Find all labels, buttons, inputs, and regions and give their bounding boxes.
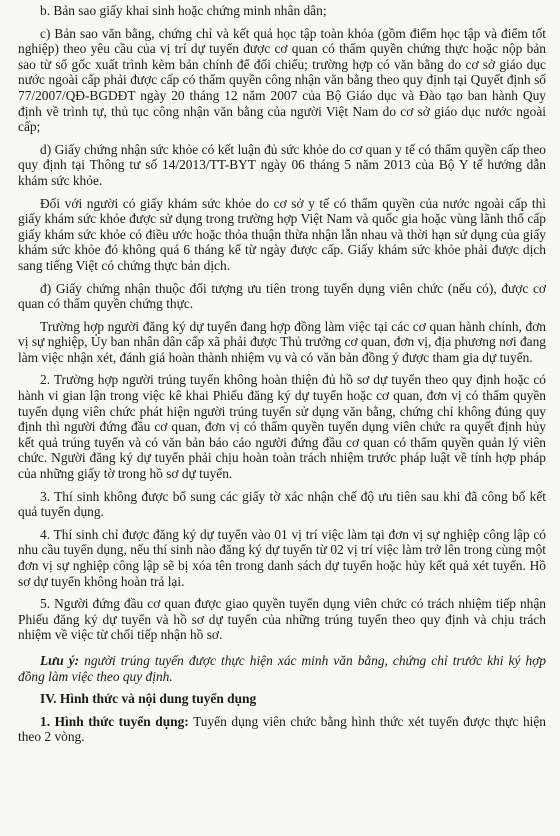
paragraph-contract-workers: Trường hợp người đăng ký dự tuyển đang hợp đồng làm việc tại các cơ quan hành chính, đơn vị sự nghiệp, Ủy ban nhân dân cấp xã phải được Thủ trưởng cơ quan, đơn vị, địa phương nơi đang làm việc nhận xét, đánh giá hoàn thành nhiệm vụ và có văn bản đồng ý được tham gia dự tuyển. [18,318,546,365]
section-heading: IV. Hình thức và nội dung tuyển dụng [40,691,257,707]
paragraph-item-2: 2. Trường hợp người trúng tuyển không hoàn thiện đủ hồ sơ dự tuyển theo quy định hoặc có hành vi gian lận trong việc kê khai Phiếu đăng ký dự tuyển hoặc cơ quan, đơn vị có thẩm quyền tuyển dụng viên chức phát hiện người trúng tuyển sử dụng văn bằng, chứng chỉ không đúng quy định thì người đứng đầu cơ quan, đơn vị có thẩm quyền tuyển dụng viên chức ra quyết định hủy kết quả trúng tuyển và có văn bản báo cáo người đứng đầu cơ quan có thẩm quyền quản lý viên chức. Người đăng ký dự tuyển phải chịu hoàn toàn trách nhiệm trước pháp luật về tính hợp pháp của những giấy tờ trong hồ sơ dự tuyển. [18,372,546,482]
note-label: Lưu ý: [40,652,80,668]
form-paragraph [18,714,546,745]
paragraph-item-3: 3. Thí sinh không được bổ sung các giấy tờ xác nhận chế độ ưu tiên sau khi đã công bố kết quả tuyển dụng. [18,488,546,520]
paragraph-item-5: 5. Người đứng đầu cơ quan được giao quyền tuyển dụng viên chức có trách nhiệm tiếp nhận Phiếu đăng ký dự tuyển và hồ sơ dự tuyển của những trúng tuyển theo quy định và chịu trách nhiệm về việc từ chối tiếp nhận hồ sơ. [18,596,546,643]
paragraph-priority-certificate: đ) Giấy chứng nhận thuộc đối tượng ưu tiên trong tuyển dụng viên chức (nếu có), được cơ quan có thẩm quyền chứng thực. [18,280,546,312]
paragraph-birth-certificate: b. Bản sao giấy khai sinh hoặc chứng minh nhân dân; [40,3,327,18]
paragraph-health-certificate: d) Giấy chứng nhận sức khỏe có kết luận đủ sức khỏe do cơ quan y tế có thẩm quyền cấp theo quy định tại Thông tư số 14/2013/TT-BYT ngày 06 tháng 5 năm 2013 của Bộ Y tế hướng dẫn khám sức khỏe. [18,141,546,188]
paragraph-item-4: 4. Thí sinh chỉ được đăng ký dự tuyển vào 01 vị trí việc làm tại đơn vị sự nghiệp công lập có nhu cầu tuyển dụng, nếu thí sinh nào đăng ký dự tuyển từ 02 vị trí việc làm trở lên trong cùng một đơn vị sự nghiệp công lập sẽ bị xóa tên trong danh sách dự tuyển hoặc hủy kết quả xét tuyển. Hồ sơ dự tuyển không hoàn trả lại. [18,526,546,589]
form-text: Tuyển dụng viên chức bằng hình thức xét tuyển được thực hiện theo 2 vòng. [18,713,546,745]
paragraph-foreign-health-certificate: Đối với người có giấy khám sức khỏe do cơ sở y tế có thẩm quyền của nước ngoài cấp thì giấy khám sức khỏe được sử dụng trong trường hợp Việt Nam và quốc gia hoặc vùng lãnh thổ cấp giấy khám sức khỏe có điều ước hoặc thỏa thuận thừa nhận lẫn nhau và thời hạn sử dụng của giấy khám sức khỏe đó không quá 6 tháng kể từ ngày được cấp. Giấy khám sức khỏe phải được dịch sang tiếng Việt có chứng thực bản dịch. [18,195,546,273]
paragraph-diplomas: c) Bản sao văn bằng, chứng chỉ và kết quả học tập toàn khóa (gồm điểm học tập và điểm tốt nghiệp) theo yêu cầu của vị trí dự tuyển được cơ quan có thẩm quyền chứng thực hoặc nộp bản sao từ sổ gốc xuất trình kèm bản chính để đối chiếu; trường hợp có văn bằng do cơ sở giáo dục nước ngoài cấp phải được cấp có thẩm quyền công nhận văn bằng theo quy định tại Quyết định số 77/2007/QĐ-BGDĐT ngày 20 tháng 12 năm 2007 của Bộ Giáo dục và Đào tạo ban hành Quy định về trình tự, thủ tục công nhận văn bằng của người Việt Nam do cơ sở giáo dục nước ngoài cấp; [18,25,546,135]
form-label: 1. Hình thức tuyển dụng: [40,713,189,729]
note-paragraph [18,653,546,684]
note-text: người trúng tuyển được thực hiện xác minh văn bằng, chứng chỉ trước khi ký hợp đồng làm việc theo quy định. [18,652,546,684]
